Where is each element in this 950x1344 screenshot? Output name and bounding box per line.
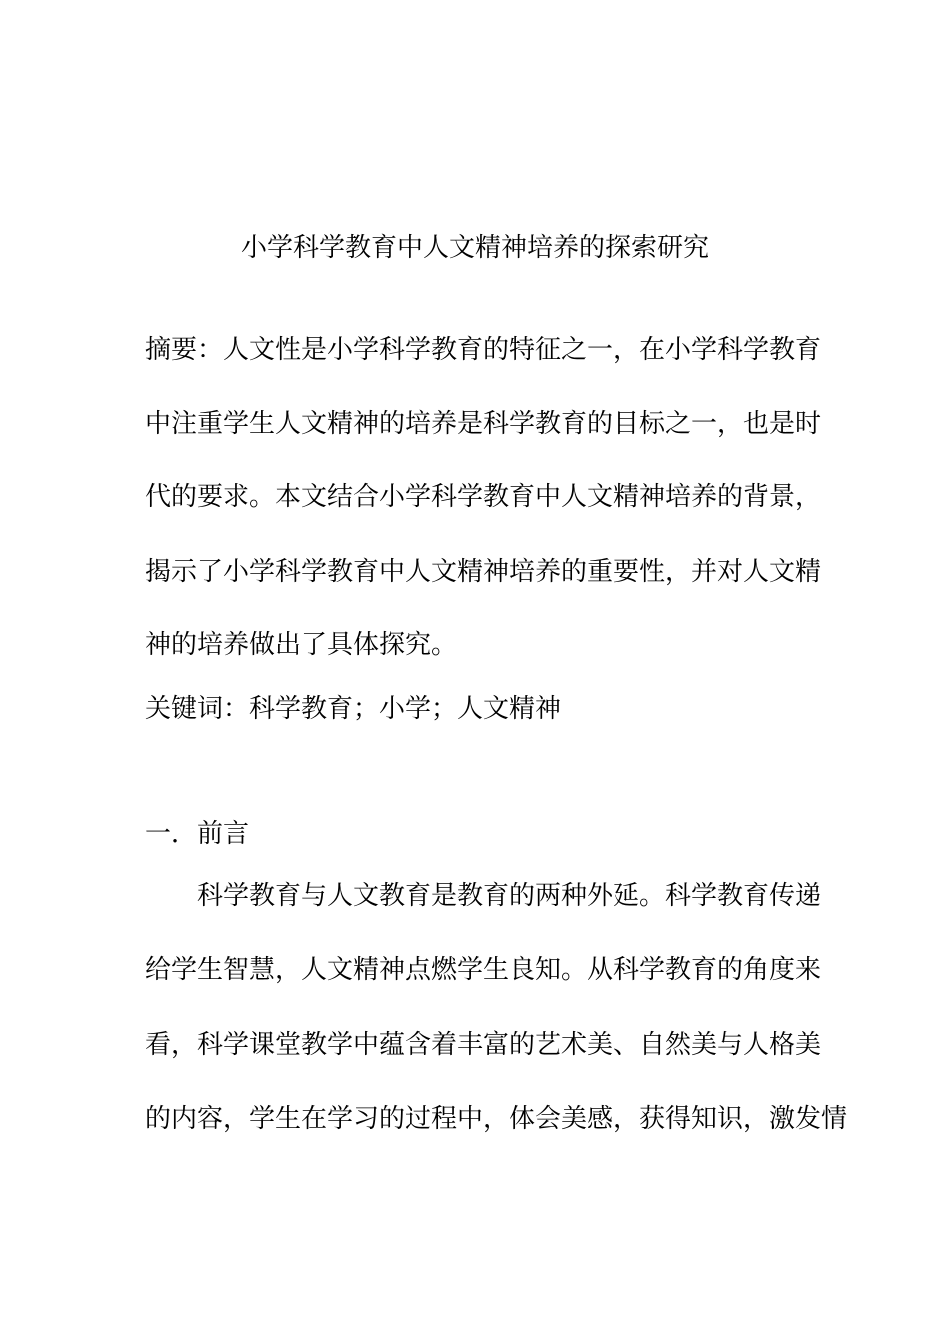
section-heading: 一．前言 xyxy=(145,819,250,849)
body-line-4: 的内容，学生在学习的过程中，体会美感，获得知识，激发情 xyxy=(145,1104,848,1134)
abstract-line-1: 摘要：人文性是小学科学教育的特征之一，在小学科学教育 xyxy=(145,335,822,365)
body-line-2: 给学生智慧，人文精神点燃学生良知。从科学教育的角度来 xyxy=(145,955,822,985)
body-line-3: 看，科学课堂教学中蕴含着丰富的艺术美、自然美与人格美 xyxy=(145,1030,822,1060)
abstract-line-2: 中注重学生人文精神的培养是科学教育的目标之一，也是时 xyxy=(145,409,822,439)
abstract-line-5: 神的培养做出了具体探究。 xyxy=(145,630,458,660)
body-line-1: 科学教育与人文教育是教育的两种外延。科学教育传递 xyxy=(197,881,822,911)
keywords-line: 关键词：科学教育；小学；人文精神 xyxy=(145,694,562,724)
abstract-line-4: 揭示了小学科学教育中人文精神培养的重要性，并对人文精 xyxy=(145,557,822,587)
abstract-line-3: 代的要求。本文结合小学科学教育中人文精神培养的背景， xyxy=(145,482,822,512)
paper-title: 小学科学教育中人文精神培养的探索研究 xyxy=(240,233,709,263)
